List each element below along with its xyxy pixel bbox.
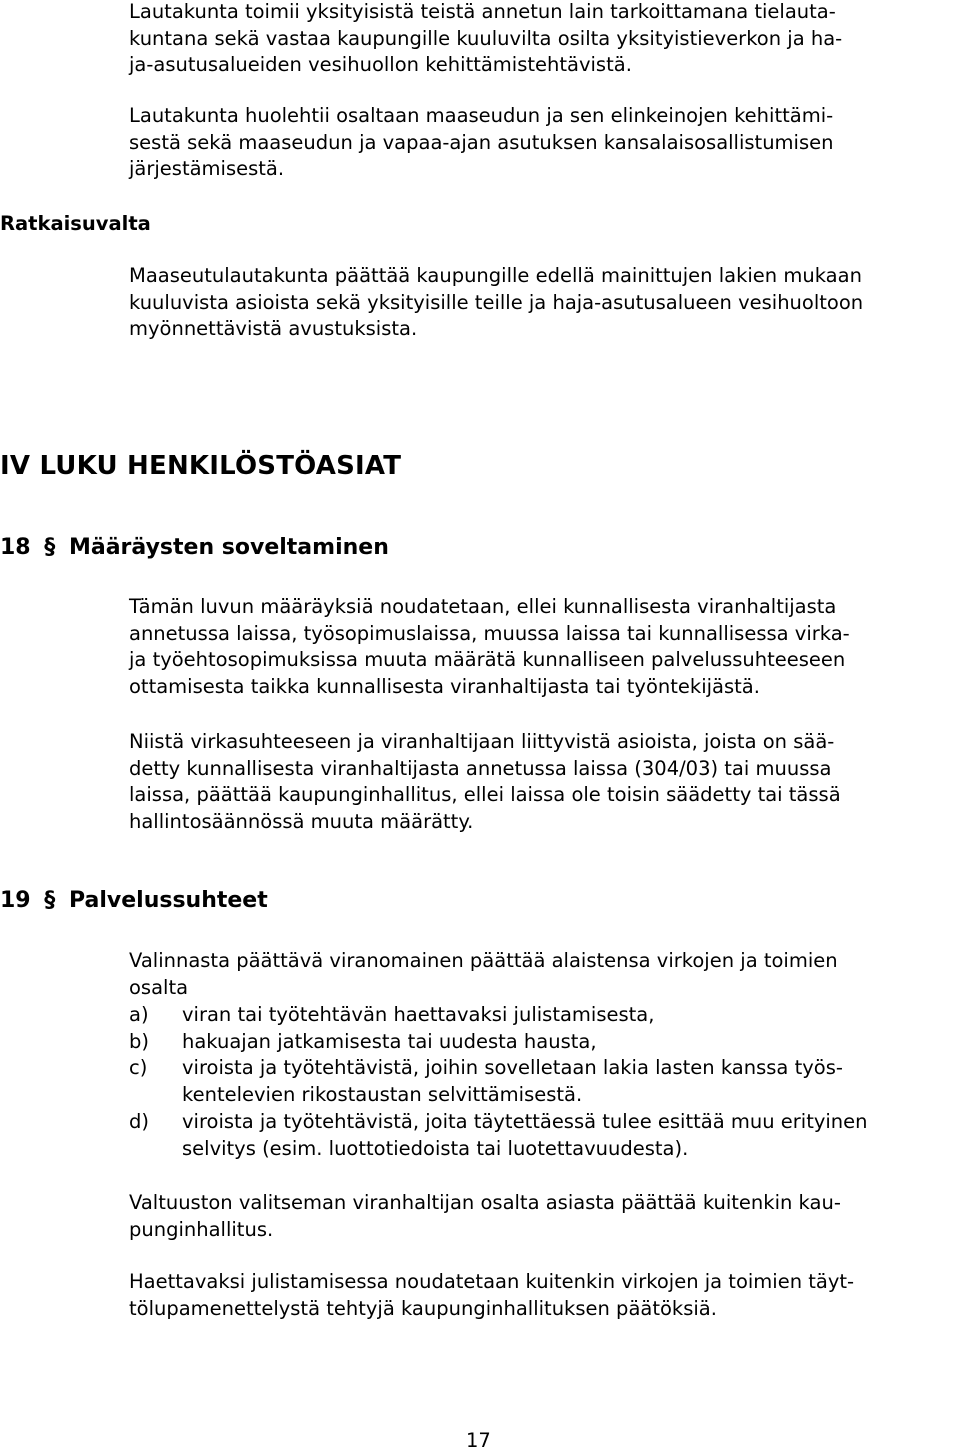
- paragraph-selecting-authority: Valinnasta päättävä viranomainen päättää alaistensa virkojen ja toimien osalta: [129, 949, 838, 999]
- side-heading-ratkaisuvalta: Ratkaisuvalta: [0, 212, 151, 235]
- section-number: 19: [0, 888, 31, 913]
- paragraph-city-board-decides: Niistä virkasuhteeseen ja viranhaltijaan liittyvistä asioista, joista on sää- detty kunnallisesta viranhaltijasta annetussa laissa (304/03) tai muussa laissa, päättää kaupunginhallitus, ellei laissa ole toisin säädetty tai tässä hallintosäännössä muuta määrätty.: [129, 730, 841, 834]
- section-symbol: §: [44, 535, 56, 560]
- paragraph-decision-power: Maaseutulautakunta päättää kaupungille edellä mainittujen lakien mukaan kuuluvista asioista sekä yksityisille teille ja haja-asutusalueen vesihuoltoon myönnettävistä avustuksista.: [129, 264, 864, 341]
- list-marker: c): [129, 1056, 148, 1079]
- section-number: 18: [0, 535, 31, 560]
- paragraph-application-rules: Tämän luvun määräyksiä noudatetaan, ellei kunnallisesta viranhaltijasta annetussa laissa, työsopimuslaissa, muussa laissa tai kunnallisessa virka- ja työehtosopimuksissa muuta määrätä kunnalliseen palvelussuhteeseen ottamisesta taikka kunnallisesta viranhaltijasta tai työntekijästä.: [129, 595, 850, 699]
- paragraph-rural-development: Lautakunta huolehtii osaltaan maaseudun ja sen elinkeinojen kehittämi- sestä sekä maaseudun ja vapaa-ajan asutuksen kansalaisosallistumisen järjestämisestä.: [129, 104, 834, 181]
- list-marker: b): [129, 1030, 149, 1053]
- section-title: Määräysten soveltaminen: [68, 535, 389, 560]
- list-marker: a): [129, 1003, 149, 1026]
- section-19-heading: [0, 886, 268, 916]
- list-marker: d): [129, 1110, 149, 1133]
- section-symbol: §: [44, 888, 56, 913]
- section-18-heading: [0, 533, 389, 563]
- paragraph-board-road-duties: Lautakunta toimii yksityisistä teistä annetun lain tarkoittamana tielauta- kuntana sekä vastaa kaupungille kuuluvilta osilta yksityistieverkon ja ha- ja-asutusalueiden vesihuollon kehittämistehtävistä.: [129, 0, 843, 77]
- paragraph-filling-procedure: Haettavaksi julistamisessa noudatetaan kuitenkin virkojen ja toimien täyt- tölupamenettelystä tehtyjä kaupunginhallituksen päätöksiä.: [129, 1270, 855, 1320]
- chapter-heading: IV LUKU HENKILÖSTÖASIAT: [0, 451, 402, 481]
- paragraph-council-appointee: Valtuuston valitseman viranhaltijan osalta asiasta päättää kuitenkin kau- punginhallitus.: [129, 1191, 841, 1241]
- section-title: Palvelussuhteet: [68, 888, 268, 913]
